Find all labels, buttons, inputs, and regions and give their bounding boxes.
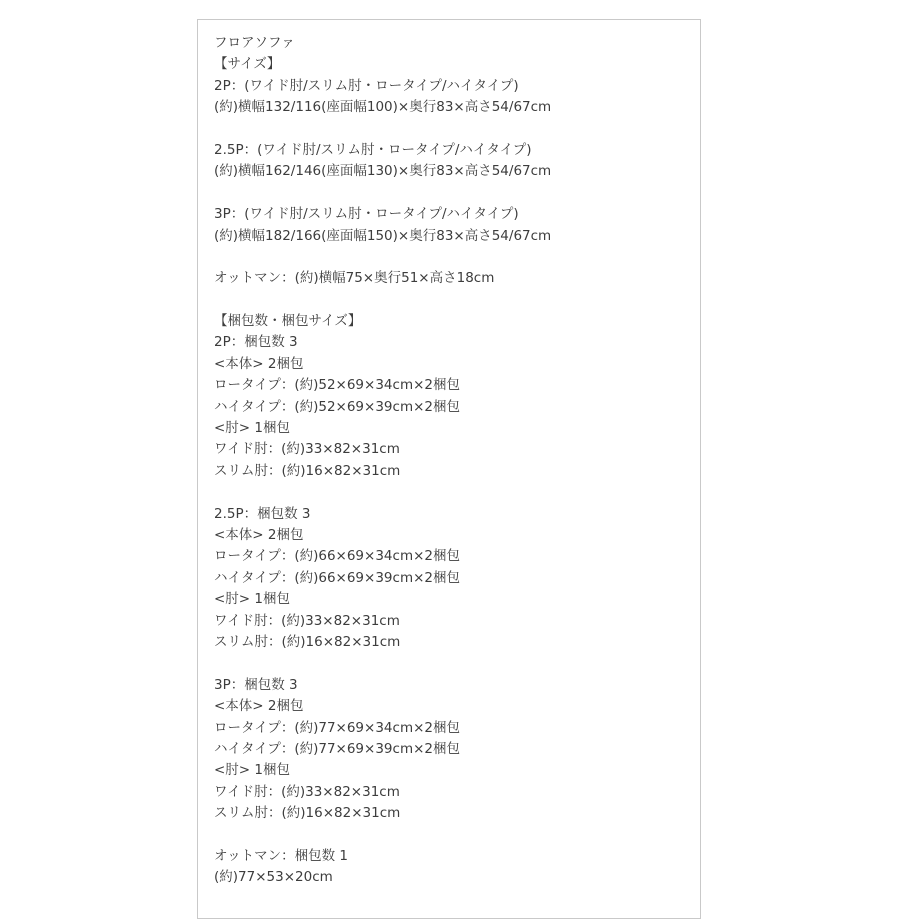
spec-line: <本体> 2梱包 [214, 526, 304, 543]
spacer-line [214, 247, 690, 268]
spec-line: (約)横幅132/116(座面幅100)×奥行83×高さ54/67cm [214, 99, 552, 116]
spec-line: 2P：(ワイド肘/スリム肘・ロータイプ/ハイタイプ) [214, 77, 519, 94]
spacer-line [214, 290, 690, 311]
spec-card [197, 19, 701, 919]
spacer-line [214, 119, 690, 140]
spec-line: ロータイプ：(約)77×69×34cm×2梱包 [214, 719, 460, 736]
spec-line: ハイタイプ：(約)52×69×39cm×2梱包 [214, 398, 460, 415]
spec-line: 2.5P：梱包数 3 [214, 505, 311, 522]
spec-line: (約)77×53×20cm [214, 869, 333, 886]
spec-line: (約)横幅182/166(座面幅150)×奥行83×高さ54/67cm [214, 227, 552, 244]
spec-line: スリム肘：(約)16×82×31cm [214, 633, 401, 650]
spec-line: ワイド肘：(約)33×82×31cm [214, 441, 400, 458]
spec-line: スリム肘：(約)16×82×31cm [214, 462, 401, 479]
spec-line: ロータイプ：(約)66×69×34cm×2梱包 [214, 548, 460, 565]
spec-line: 3P：(ワイド肘/スリム肘・ロータイプ/ハイタイプ) [214, 206, 519, 223]
spec-line: <肘> 1梱包 [214, 591, 291, 608]
spacer-line [214, 482, 690, 503]
spec-line: (約)横幅162/146(座面幅130)×奥行83×高さ54/67cm [214, 163, 552, 180]
spec-line: スリム肘：(約)16×82×31cm [214, 805, 401, 822]
spec-line: <本体> 2梱包 [214, 355, 304, 372]
spec-line: ハイタイプ：(約)77×69×39cm×2梱包 [214, 740, 460, 757]
spec-line: <肘> 1梱包 [214, 420, 291, 437]
spacer-line [214, 824, 690, 845]
spec-line: 3P：梱包数 3 [214, 676, 298, 693]
spec-line: オットマン：梱包数 1 [214, 847, 348, 864]
spec-line: フロアソファ [214, 35, 295, 51]
spec-line: 2P：梱包数 3 [214, 334, 298, 351]
spec-line: 【梱包数・梱包サイズ】 [214, 313, 362, 330]
spec-line: 【サイズ】 [214, 56, 281, 73]
spec-line: オットマン：(約)横幅75×奥行51×高さ18cm [214, 270, 495, 287]
spacer-line [214, 183, 690, 204]
spec-text-block [214, 33, 690, 889]
spec-line: <肘> 1梱包 [214, 762, 291, 779]
spec-line: <本体> 2梱包 [214, 698, 304, 715]
spec-line: ワイド肘：(約)33×82×31cm [214, 612, 400, 629]
spec-line: ハイタイプ：(約)66×69×39cm×2梱包 [214, 569, 460, 586]
spacer-line [214, 653, 690, 674]
spec-line: ロータイプ：(約)52×69×34cm×2梱包 [214, 377, 460, 394]
spec-line: 2.5P：(ワイド肘/スリム肘・ロータイプ/ハイタイプ) [214, 141, 532, 158]
spec-line: ワイド肘：(約)33×82×31cm [214, 783, 400, 800]
